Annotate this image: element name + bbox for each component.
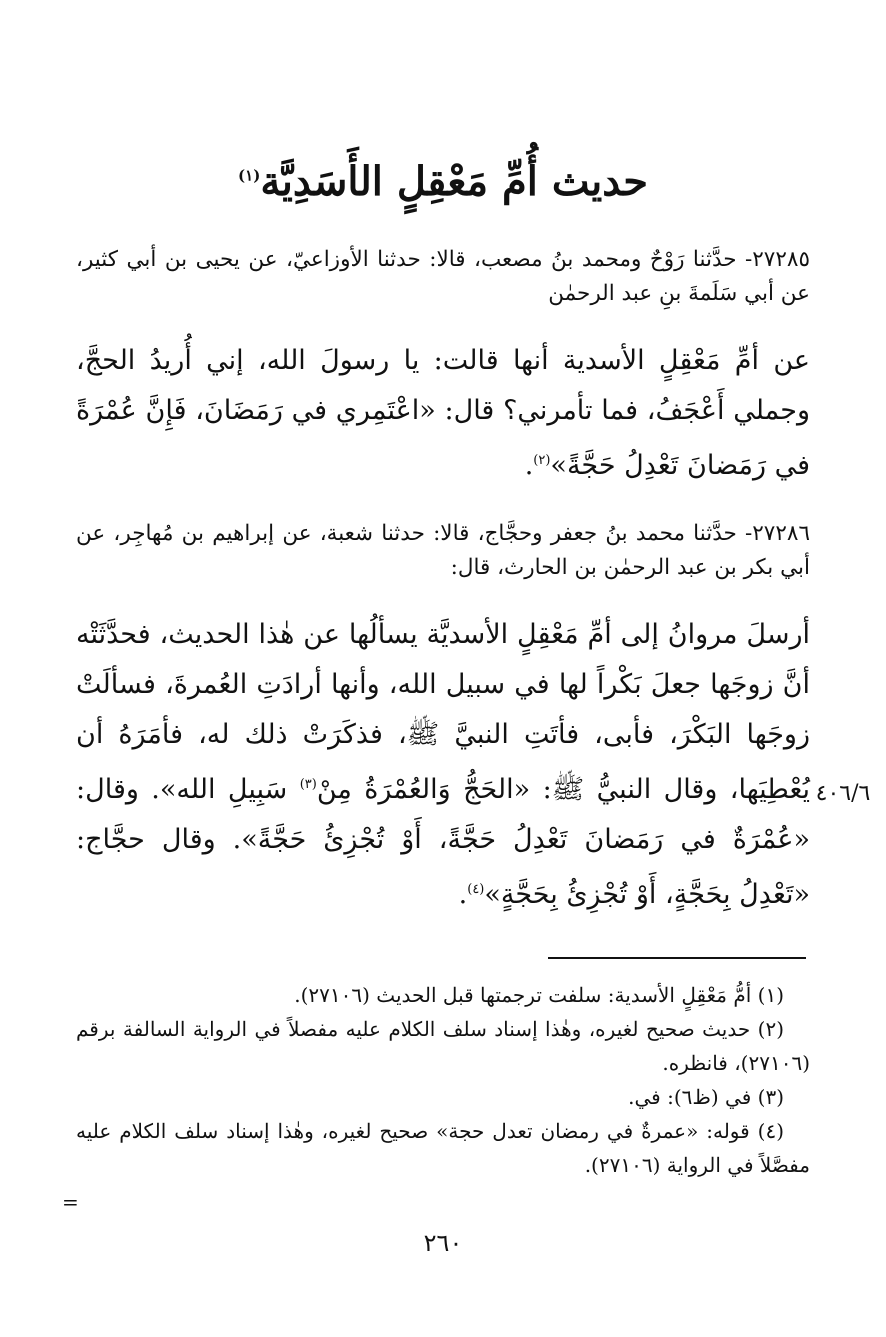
hadith-27286-isnad: ٢٧٢٨٦- حدَّثنا محمد بنُ جعفر وحجَّاج، قالا: حدثنا شعبة، عن إبراهيم بن مُهاجِر، عن أبي بكر بن عبد الرحمٰن بن الحارث، قال: bbox=[76, 521, 810, 580]
footnote-separator bbox=[548, 957, 806, 959]
title-footnote-marker: (١) bbox=[238, 166, 261, 185]
margin-volume-page-reference: ٤٠٦/٦ bbox=[815, 781, 871, 806]
page-number: ٢٦٠ bbox=[423, 1229, 463, 1257]
hadith-27285-isnad: ٢٧٢٨٥- حدَّثنا رَوْحٌ ومحمد بنُ مصعب، قالا: حدثنا الأوزاعيّ، عن يحيى بن أبي كثير، عن أبي سَلَمةَ بنِ عبد الرحمٰن bbox=[76, 247, 810, 306]
continuation-mark: = bbox=[62, 1190, 79, 1214]
hadith-27285-matn: عن أمِّ مَعْقِلٍ الأسدية أنها قالت: يا رسولَ الله، إني أُريدُ الحجَّ، وجملي أَعْجَفُ، فما تأمرني؟ قال: «اعْتَمِري في رَمَضَانَ، فَإِنَّ عُمْرَةً في رَمَضانَ تَعْدِلُ حَجَّةً» bbox=[76, 345, 810, 481]
footnote-marker-4: (٤) bbox=[467, 882, 485, 897]
footnote-marker-2: (٢) bbox=[533, 453, 551, 468]
chapter-title bbox=[0, 158, 886, 205]
footnote-1: (١) أمُّ مَعْقِلٍ الأسدية: سلفت ترجمتها قبل الحديث (٢٧١٠٦). bbox=[294, 983, 784, 1007]
footnote-4: (٤) قوله: «عمرةٌ في رمضان تعدل حجة» صحيح لغيره، وهٰذا إسناد سلف الكلام عليه مفصَّلاً في الرواية (٢٧١٠٦). bbox=[76, 1119, 810, 1177]
hadith-27286-text: أرسلَ مروانُ إلى أمِّ مَعْقِلٍ الأسديَّة يسألُها عن هٰذا الحديث، فحدَّثَتْه أنَّ زوجَها جعلَ بَكْراً لها في سبيل الله، وأنها أرادَتِ العُمرةَ، فسألَتْ زوجَها البَكْرَ، فأبى، فأتَتِ النبيَّ ﷺ، فذكَرَتْ ذلك له، فأمَرَهُ أن يُعْطِيَها، وقال النبيُّ ﷺ: «الحَجُّ وَالعُمْرَةُ مِنْ$^{(٣)}$ سَبِيلِ الله». وقال: «عُمْرَةٌ في رَمَضانَ تَعْدِلُ حَجَّةً، أَوْ تُجْزِئُ حَجَّةً». وقال حجَّاج: «تَعْدِلُ بِحَجَّةٍ، أَوْ تُجْزِئُ بِحَجَّةٍ»$^{(٤)}$. bbox=[76, 619, 810, 910]
hadith-27285-text: عن أمِّ مَعْقِلٍ الأسدية أنها قالت: يا رسولَ الله، إني أُريدُ الحجَّ، وجملي أَعْجَفُ، فما تأمرني؟ قال: «اعْتَمِري في رَمَضَانَ، فَإِنَّ عُمْرَةً في رَمَضانَ تَعْدِلُ حَجَّةً»$^{(٢)}$. bbox=[76, 345, 810, 481]
chapter-title-text: حديث أُمِّ مَعْقِلٍ الأَسَدِيَّة bbox=[260, 158, 648, 205]
hadith-27286-matn-part2: سَبِيلِ الله». وقال: «عُمْرَةٌ في رَمَضانَ تَعْدِلُ حَجَّةً، أَوْ تُجْزِئُ حَجَّةً». وقال حجَّاج: «تَعْدِلُ بِحَجَّةٍ، أَوْ تُجْزِئُ بِحَجَّةٍ» bbox=[76, 774, 810, 910]
footnote-3: (٣) في (ظ٦): في. bbox=[628, 1085, 784, 1109]
footnote-2: (٢) حديث صحيح لغيره، وهٰذا إسناد سلف الكلام عليه مفصلاً في الرواية السالفة برقم (٢٧١٠٦)، فانظره. bbox=[76, 1017, 810, 1075]
footnotes-section bbox=[76, 978, 810, 1182]
hadith-27286-matn-part1: أرسلَ مروانُ إلى أمِّ مَعْقِلٍ الأسديَّة يسألُها عن هٰذا الحديث، فحدَّثَتْه أنَّ زوجَها جعلَ بَكْراً لها في سبيل الله، وأنها أرادَتِ العُمرةَ، فسألَتْ زوجَها البَكْرَ، فأبى، فأتَتِ النبيَّ ﷺ، فذكَرَتْ ذلك له، فأمَرَهُ أن يُعْطِيَها، وقال النبيُّ ﷺ: «الحَجُّ وَالعُمْرَةُ مِنْ bbox=[76, 619, 810, 805]
footnote-marker-3: (٣) bbox=[299, 777, 317, 792]
